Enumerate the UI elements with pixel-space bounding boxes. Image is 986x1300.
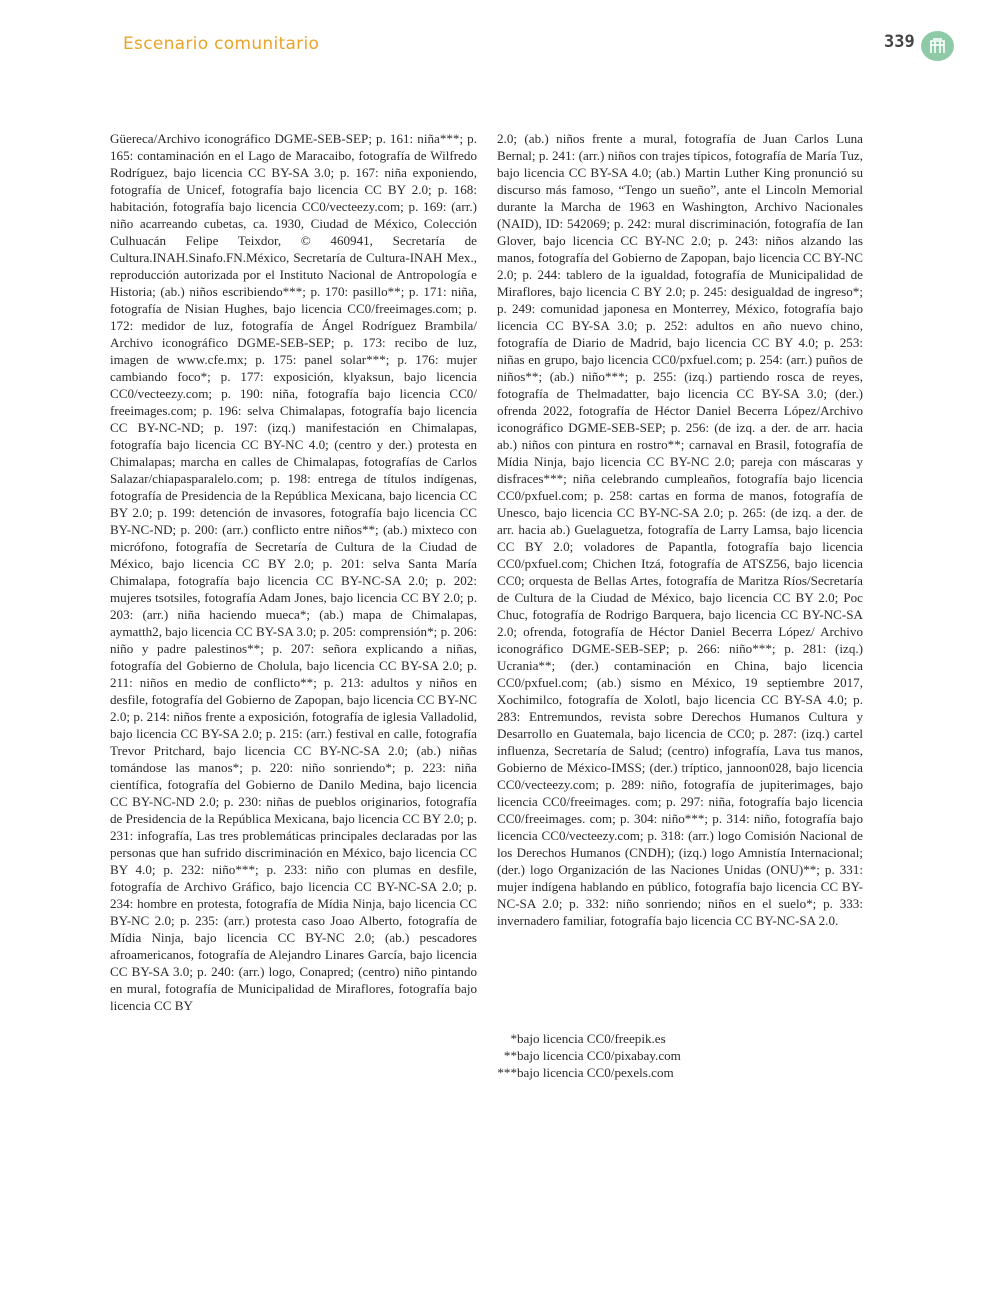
footnote-1 <box>497 1030 681 1047</box>
footnote-mark: *** <box>497 1065 517 1080</box>
section-badge <box>921 31 954 61</box>
credits-column-left: Güereca/Archivo iconográfico DGME-SEB-SEP; p. 161: niña***; p. 165: contaminación en el Lago de Maracaibo, fotografía de Wilfredo Rodríguez, bajo licencia CC BY-SA 3.0; p. 167: niña exponiendo, fotografía de Unicef, fotografía bajo licencia CC BY 2.0; p. 168: habitación, fotografía bajo licencia CC0/vecteezy.com; p. 169: (arr.) niño acarreando cubetas, ca. 1930, Ciudad de México, Colección Culhuacán Felipe Teixdor, © 460941, Secretaría de Cultura.INAH.Sinafo.FN.México, Secretaría de Cultura-INAH Mex., reproducción autorizada por el Instituto Nacional de Antropología e Historia; (ab.) niños escribiendo***; p. 170: pasillo**; p. 171: niña, fotografía de Nisian Hughes, bajo licencia CC0/freeimages.com; p. 172: medidor de luz, fotografía de Ángel Rodríguez Brambila/ Archivo iconográfico DGME-SEB-SEP; p. 173: recibo de luz, imagen de www.cfe.mx; p. 175: panel solar***; p. 176: mujer cambiando foco*; p. 177: exposición, klyaksun, bajo licencia CC0/vecteezy.com; p. 190: niña, fotografía bajo licencia CC0/ freeimages.com; p. 196: selva Chimalapas, fotografía bajo licencia CC BY-NC-ND; p. 197: (izq.) manifestación en Chimalapas, fotografía bajo licencia CC BY-NC 4.0; (centro y der.) protesta en Chimalapas; marcha en calles de Chimalapas, fotografías de Carlos Salazar/chiapasparalelo.com; p. 198: entrega de títulos indígenas, fotografía de Presidencia de la República Mexicana, bajo licencia CC BY 2.0; p. 199: detención de invasores, fotografía bajo licencia CC BY-NC-ND; p. 200: (arr.) conflicto entre niños**; (ab.) mixteco con micrófono, fotografía de Secretaría de Cultura de la Ciudad de México, bajo licencia CC BY 2.0; p. 201: selva Santa María Chimalapa, fotografía bajo licencia CC BY-NC-SA 2.0; p. 202: mujeres tsotsiles, fotografía Adam Jones, bajo licencia CC BY 2.0; p. 203: (arr.) niña haciendo mueca*; (ab.) mapa de Chimalapas, aymatth2, bajo licencia CC BY-SA 3.0; p. 205: comprensión*; p. 206: niño y padre palestinos**; p. 207: señora explicando a niñas, fotografía del Gobierno de Cholula, bajo licencia CC BY-SA 2.0; p. 211: niños en medio de conflicto**; p. 213: adultos y niños en desfile, fotografía del Gobierno de Zapopan, bajo licencia CC BY-NC 2.0; p. 214: niños frente a exposición, fotografía de iglesia Valladolid, bajo licencia CC BY-SA 2.0; p. 215: (arr.) festival en calle, fotografía Trevor Pritchard, bajo licencia CC BY-NC-SA 2.0; (ab.) niñas tomándose las manos*; p. 220: niño sonriendo*; p. 223: niña científica, fotografía del Gobierno de Danilo Medina, bajo licencia CC BY-NC-ND 2.0; p. 230: niñas de pueblos originarios, fotografía de Presidencia de la República Mexicana, bajo licencia CC BY 2.0; p. 231: infografía, Las tres problemáticas principales declaradas por las personas que han sufrido discriminación en México, bajo licencia CC BY 4.0; p. 232: niño***; p. 233: niño con plumas en desfile, fotografía de Archivo Gráfico, bajo licencia CC BY-NC-SA 2.0; p. 234: hombre en protesta, fotografía de Mídia Ninja, bajo licencia CC BY-NC 2.0; p. 235: (arr.) protesta caso Joao Alberto, fotografía de Mídia Ninja, bajo licencia CC BY-NC 2.0; (ab.) pescadores afroamericanos, fotografía de Alejandro Linares García, bajo licencia CC BY-SA 3.0; p. 240: (arr.) logo, Conapred; (centro) niño pintando en mural, fotografía de Municipalidad de Miraflores, fotografía bajo licencia CC BY <box>110 131 477 1013</box>
footnote-text: bajo licencia CC0/pixabay.com <box>517 1048 681 1063</box>
section-emblem-icon <box>929 38 946 54</box>
footnote-text: bajo licencia CC0/pexels.com <box>517 1065 674 1080</box>
footnote-3 <box>497 1064 681 1081</box>
footnote-mark: * <box>510 1031 517 1046</box>
section-title: Escenario comunitario <box>123 34 320 54</box>
footnote-text: bajo licencia CC0/freepik.es <box>517 1031 666 1046</box>
footnote-mark: ** <box>503 1048 517 1063</box>
footnote-2 <box>497 1047 681 1064</box>
page-number: 339 <box>884 32 915 52</box>
credits-column-right: 2.0; (ab.) niños frente a mural, fotografía de Juan Carlos Luna Bernal; p. 241: (arr.) niños con trajes típicos, fotografía de María Tuz, bajo licencia CC BY-SA 4.0; (ab.) Martin Luther King pronunció su discurso más famoso, “Tengo un sueño”, ante el Lincoln Memorial durante la Marcha de 1963 en Washington, Archivo Nacionales (NAID), ID: 542069; p. 242: mural discriminación, fotografía de Ian Glover, bajo licencia CC BY-NC 2.0; p. 243: niños alzando las manos, fotografía del Gobierno de Zapopan, bajo licencia CC BY-NC 2.0; p. 244: tablero de la igualdad, fotografía de Municipalidad de Miraflores, bajo licencia C BY 2.0; p. 245: desigualdad de ingreso*; p. 249: comunidad japonesa en Monterrey, México, fotografía bajo licencia CC BY-SA 3.0; p. 252: adultos en año nuevo chino, fotografía de Diario de Madrid, bajo licencia CC BY 4.0; p. 253: niñas en grupo, bajo licencia CC0/pxfuel.com; p. 254: (arr.) puños de niños**; (ab.) niño***; p. 255: (izq.) partiendo rosca de reyes, fotografía de Thelmadatter, bajo licencia CC BY-SA 3.0; (der.) ofrenda 2022, fotografía de Héctor Daniel Becerra López/Archivo iconográfico DGME-SEB-SEP; p. 256: (de izq. a der. de arr. hacia ab.) niños con pintura en rostro**; carnaval en Brasil, fotografía de Mídia Ninja, bajo licencia CC BY-NC 2.0; pareja con máscaras y disfraces***; niña celebrando cumpleaños, fotografía bajo licencia CC0/pxfuel.com; p. 258: cartas en forma de manos, fotografía de Unesco, bajo licencia CC BY-NC-SA 2.0; p. 265: (de izq. a der. de arr. hacia ab.) Guelaguetza, fotografía de Larry Lamsa, bajo licencia CC BY 2.0; voladores de Papantla, fotografía bajo licencia CC0/pxfuel.com; Chichen Itzá, fotografía de ATSZ56, bajo licencia CC0; orquesta de Bellas Artes, fotografía de Maritza Ríos/Secretaría de Cultura de la Ciudad de México, bajo licencia CC BY 2.0; Poc Chuc, fotografía de Rodrigo Barquera, bajo licencia CC BY-NC-SA 2.0; ofrenda, fotografía de Héctor Daniel Becerra López/ Archivo iconográfico DGME-SEB-SEP; p. 266: niño***; p. 281: (izq.) Ucrania**; (der.) contaminación en China, bajo licencia CC0/pxfuel.com; (ab.) sismo en México, 19 septiembre 2017, Xochimilco, fotografía de Xolotl, bajo licencia CC BY-SA 4.0; p. 283: Entremundos, revista sobre Derechos Humanos Cultura y Desarrollo en Guatemala, bajo licencia de CC0; p. 287: (izq.) cartel influenza, Secretaría de Salud; (centro) infografía, Lava tus manos, Gobierno de México-IMSS; (der.) tríptico, jannoon028, bajo licencia CC0/vecteezy.com; p. 289: niño, fotografía de jupiterimages, bajo licencia CC0/freeimages. com; p. 297: niña, fotografía bajo licencia CC0/freeimages. com; p. 304: niño***; p. 314: niño, fotografía bajo licencia CC0/vecteezy.com; p. 318: (arr.) logo Comisión Nacional de los Derechos Humanos (CNDH); (izq.) logo Amnistía Internacional; (der.) logo Organización de las Naciones Unidas (ONU)**; p. 331: mujer indígena hablando en público, fotografía bajo licencia CC BY-NC-SA 2.0; p. 332: niño sonriendo; niños en el suelo*; p. 333: invernadero familiar, fotografía bajo licencia CC BY-NC-SA 2.0. <box>497 131 863 928</box>
footnotes <box>497 1030 681 1081</box>
